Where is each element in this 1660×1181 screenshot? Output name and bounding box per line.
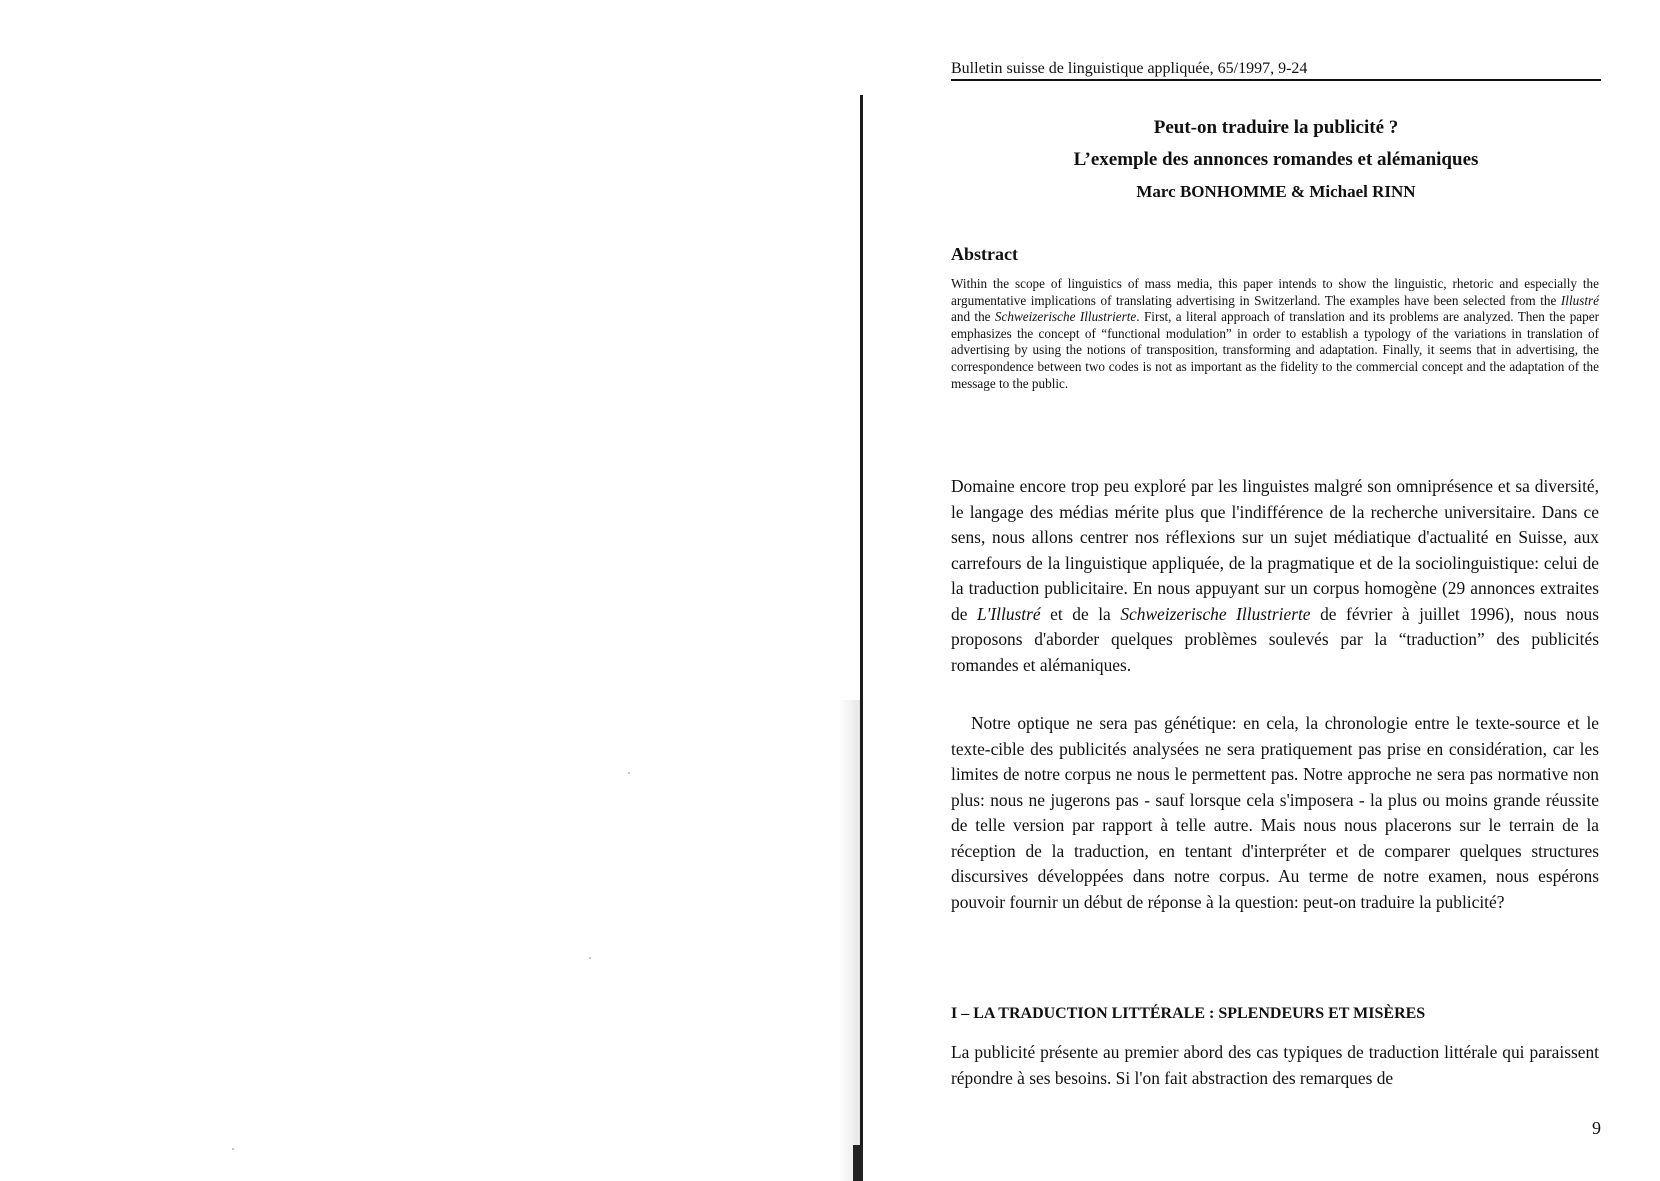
running-head-rule — [951, 79, 1601, 81]
article-subtitle: L’exemple des annonces romandes et alémaniques — [1073, 149, 1479, 170]
scan-speck — [232, 1148, 234, 1150]
body-paragraph-3: La publicité présente au premier abord des cas typiques de traduction littérale qui paraissent répondre à ses besoins. Si l'on fait abstraction des remarques de — [951, 1042, 1599, 1088]
binding-gutter-foot — [853, 1145, 863, 1181]
scan-speck — [589, 957, 591, 959]
binding-shadow — [838, 700, 862, 1181]
running-head: Bulletin suisse de linguistique appliquée, 65/1997, 9-24 — [951, 60, 1308, 77]
body-paragraph-2: Notre optique ne sera pas génétique: en cela, la chronologie entre le texte-source et le texte-cible des publicités analysées ne sera pratiquement pas prise en considération, car les limites de notre corpus ne nous le permettent pas. Notre approche ne sera pas normative non plus: nous ne jugerons pas - sauf lorsque cela s'imposera - la plus ou moins grande réussite de telle version par rapport à telle autre. Mais nous nous placerons sur le terrain de la réception de la traduction, en tentant d'interpréter et de comparer quelques structures discursives développées dans notre corpus. Au terme de notre examen, nous espérons pouvoir fournir un début de réponse à la question: peut-on traduire la publicité? — [951, 713, 1599, 912]
binding-gutter-line — [860, 95, 863, 1181]
abstract-text: Within the scope of linguistics of mass media, this paper intends to show the linguistic, rhetoric and especially the argumentative implications of translating advertising in Switzerland. The examples have been selected from the Illustré and the Schweizerische Illustrierte. First, a literal approach of translation and its problems are analyzed. Then the paper emphasizes the concept of “functional modulation” in order to establish a typology of the variations in translation of advertising by using the notions of transposition, transforming and adaptation. Finally, it seems that in advertising, the correspondence between two codes is not as important as the fidelity to the commercial concept and the adaptation of the message to the public. — [951, 276, 1599, 391]
body-paragraph-1: Domaine encore trop peu exploré par les linguistes malgré son omniprésence et sa diversité, le langage des médias mérite plus que l'indifférence de la recherche universitaire. Dans ce sens, nous allons centrer nos réflexions sur un sujet médiatique d'actualité en Suisse, aux carrefours de la linguistique appliquée, de la pragmatique et de la sociolinguistique: celui de la traduction publicitaire. En nous appuyant sur un corpus homogène (29 annonces extraites de L'Illustré et de la Schweizerische Illustrierte de février à juillet 1996), nous nous proposons d'aborder quelques problèmes soulevés par la “traduction” des publicités romandes et alémaniques. — [951, 476, 1600, 675]
title-block — [951, 112, 1601, 208]
scan-speck — [628, 772, 630, 774]
section-heading: I – LA TRADUCTION LITTÉRALE : SPLENDEURS ET MISÈRES — [951, 1005, 1426, 1022]
page-number: 9 — [1592, 1118, 1601, 1138]
abstract-heading: Abstract — [951, 244, 1018, 264]
article-page — [951, 0, 1601, 1181]
article-title: Peut-on traduire la publicité ? — [1153, 117, 1399, 138]
article-authors: Marc BONHOMME & Michael RINN — [1136, 182, 1416, 201]
